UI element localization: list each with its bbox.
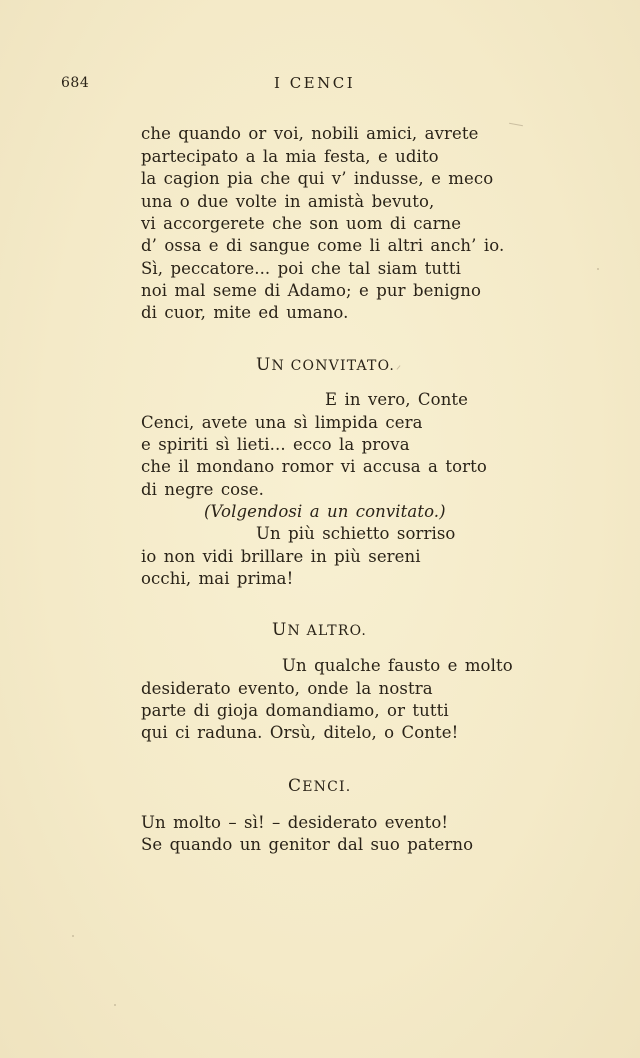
verse-line: desiderato evento, onde la nostra [141, 679, 433, 698]
verse-line: vi accorgerete che son uom di carne [141, 214, 462, 233]
verse-line: d’ ossa e di sangue come li altri anch’ io. [141, 236, 505, 255]
paper-mark [397, 365, 401, 369]
paper-mark [597, 268, 599, 270]
page-number: 684 [61, 75, 90, 91]
verse-line: qui ci raduna. Orsù, ditelo, o Conte! [141, 723, 459, 742]
verse-line: io non vidi brillare in più sereni [141, 547, 421, 566]
speaker-name [256, 355, 395, 375]
speaker-name [288, 776, 351, 796]
speaker-rest: ENCI. [302, 779, 352, 795]
verse-line: partecipato a la mia festa, e udito [141, 147, 439, 166]
stage-direction: (Volgendosi a un convitato.) [204, 502, 446, 521]
verse-line: di negre cose. [141, 480, 264, 499]
verse-line: noi mal seme di Adamo; e pur benigno [141, 281, 482, 300]
verse-line: Un molto – sì! – desiderato evento! [141, 813, 449, 832]
paper-mark [509, 123, 523, 126]
speaker-initial: C [288, 776, 303, 796]
verse-line: Un qualche fausto e molto [282, 656, 513, 675]
verse-line: di cuor, mite ed umano. [141, 303, 349, 322]
verse-line: la cagion pia che qui v’ indusse, e meco [141, 169, 494, 188]
verse-line: Sì, peccatore... poi che tal siam tutti [141, 259, 461, 278]
verse-line: e spiriti sì lieti... ecco la prova [141, 435, 410, 454]
verse-line: che il mondano romor vi accusa a torto [141, 457, 487, 476]
running-title: I CENCI [274, 74, 356, 92]
verse-line: Cenci, avete una sì limpida cera [141, 413, 423, 432]
verse-line: Un più schietto sorriso [256, 524, 456, 543]
speaker-initial: U [272, 620, 288, 640]
paper-mark [114, 1004, 116, 1006]
paper-mark [72, 935, 74, 937]
speaker-rest: N CONVITATO. [271, 358, 396, 374]
verse-line: E in vero, Conte [325, 390, 469, 409]
speaker-initial: U [256, 355, 272, 375]
speaker-rest: N ALTRO. [287, 623, 368, 639]
verse-line: che quando or voi, nobili amici, avrete [141, 124, 479, 143]
verse-line: occhi, mai prima! [141, 569, 294, 588]
verse-line: parte di gioja domandiamo, or tutti [141, 701, 449, 720]
speaker-name [272, 620, 367, 640]
verse-line: una o due volte in amistà bevuto, [141, 192, 435, 211]
verse-line: Se quando un genitor dal suo paterno [141, 835, 474, 854]
